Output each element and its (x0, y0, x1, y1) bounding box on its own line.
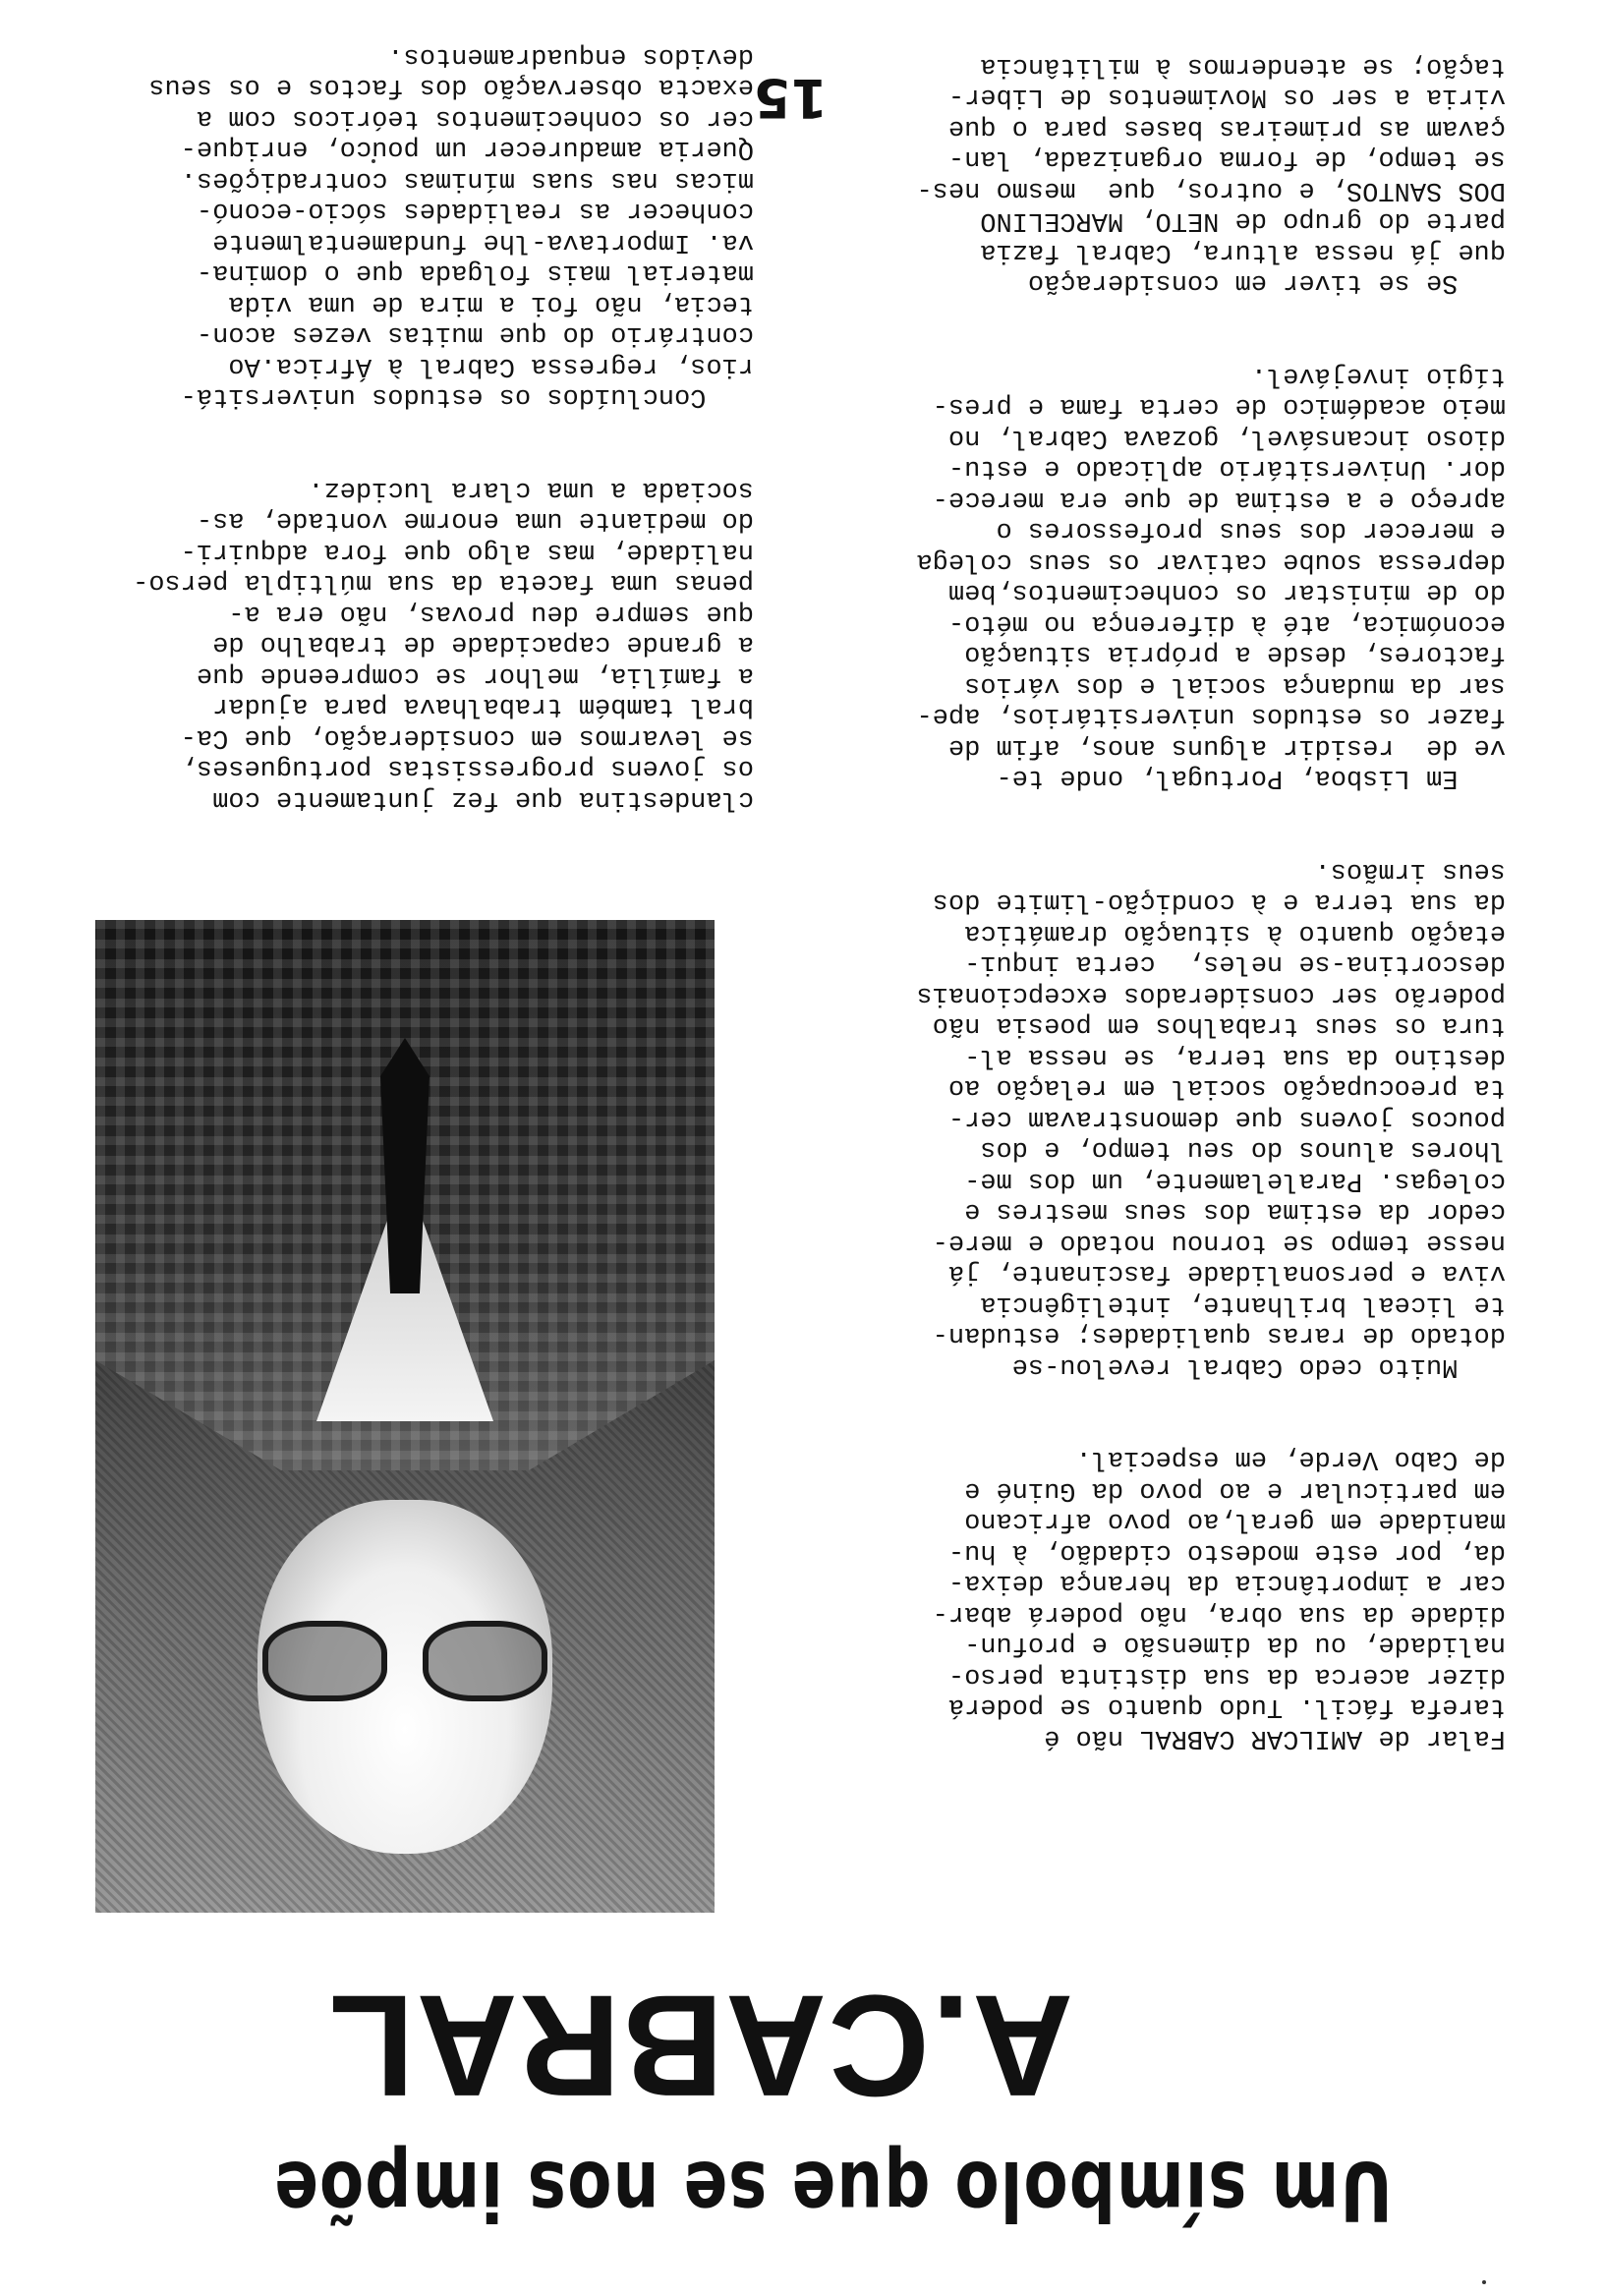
paragraph: clandestina que fez juntamente com os jovens progressistas portugueses, se levarmos em consideração, que Ca- bral também trabalhava para ajudar a família, melhor se compreende que a grande capacidade de trabalho de que sempre deu provas, não era a- penas uma faceta da sua múltipla perso- nalidade, mas algo que fora adquiri- do mediante uma enorme vontade, as- sociada a uma clara lucidez. (133, 475, 754, 814)
headline: Um símbolo que se nos impõe (273, 2142, 1393, 2237)
paragraph: Falar de AMILCAR CABRAL não é tarefa fácil. Tudo quanto se poderá dizer acerca da sua distinta perso- nalidade, ou da dimensão e profun- didade da sua obra, não poderá abar- car a importância da herança deixa- da, por este modesto cidadão, à hu- manidade em geral,ao povo africano em particular e ao povo da Guiné e de Cabo Verde, em especial. (932, 1444, 1506, 1752)
paragraph: Se se tiver em consideração que já nessa altura, Cabral fazia parte do grupo de NETO, MARCELINO DOS SANTOS, e outros, que mesmo nes- se tempo, de forma organizada, lan- çavam as primeiras bases para o que viria a ser os Movimentos de Liber- tação; se atendermos à militância (916, 51, 1506, 298)
glasses-icon (262, 1623, 547, 1701)
scan-speck (1482, 2280, 1486, 2284)
paragraph: Concluídos os estudos universitá- rios, regressa Cabral à África.Ao contrário do que muitas vezes acon- tecia, não foi a mira de uma vida material mais folgada que o domina- va. Importava-lhe fundamentalmente conhecer as realidades sócio-econó- micas nas suas mínimas contradições. Queria amadurecer um pouco, enrique- cer os conhecimentos teóricos com a exacta observação dos factos e os seus devidos enquadramentos. (148, 41, 754, 412)
article-title: A.CABRAL (326, 1965, 1073, 2128)
left-column (818, 0, 1506, 1814)
paragraph: Em Lisboa, Portugal, onde te- ve de residir alguns anos, afim de fazer os estudos universitários, ape- sar da mudança social e dos vários factores, desde a própria situação económica, até à diferença no méto- do de ministar os conhecimentos,bem depressa soube cativar os seus colega e merecer dos seus professores o apreço e a estima de que era merece- dor. Universitário aplicado e estu- dioso incansável, gozava Cabral, no meio académico de certa fama e pres- tígio invejável. (916, 361, 1506, 793)
page-number: 15 (753, 67, 828, 129)
paragraph: Muito cedo Cabral revelou-se dotado de raras qualidades; estudan- te liceal brilhante, inteligência viva e personalidade fascinante, já nesse tempo se tornou notado e mere- cedor da estima dos seus mestres e colegas. Paralelamente, um dos me- lhores alunos do seu tempo, e dos poucos jovens que demonstravam cer- ta preocupação social em relação ao destino da sua terra, se nessa al- tura os seus trabalhos em poesia não poderão ser considerados excepcionais descortina-se neles, certa inqui- etação quanto à situação dramática da sua terra e à condição-limite dos seus irmãos. (916, 856, 1506, 1381)
right-column (7, 0, 754, 876)
portrait-photo (95, 920, 715, 1913)
